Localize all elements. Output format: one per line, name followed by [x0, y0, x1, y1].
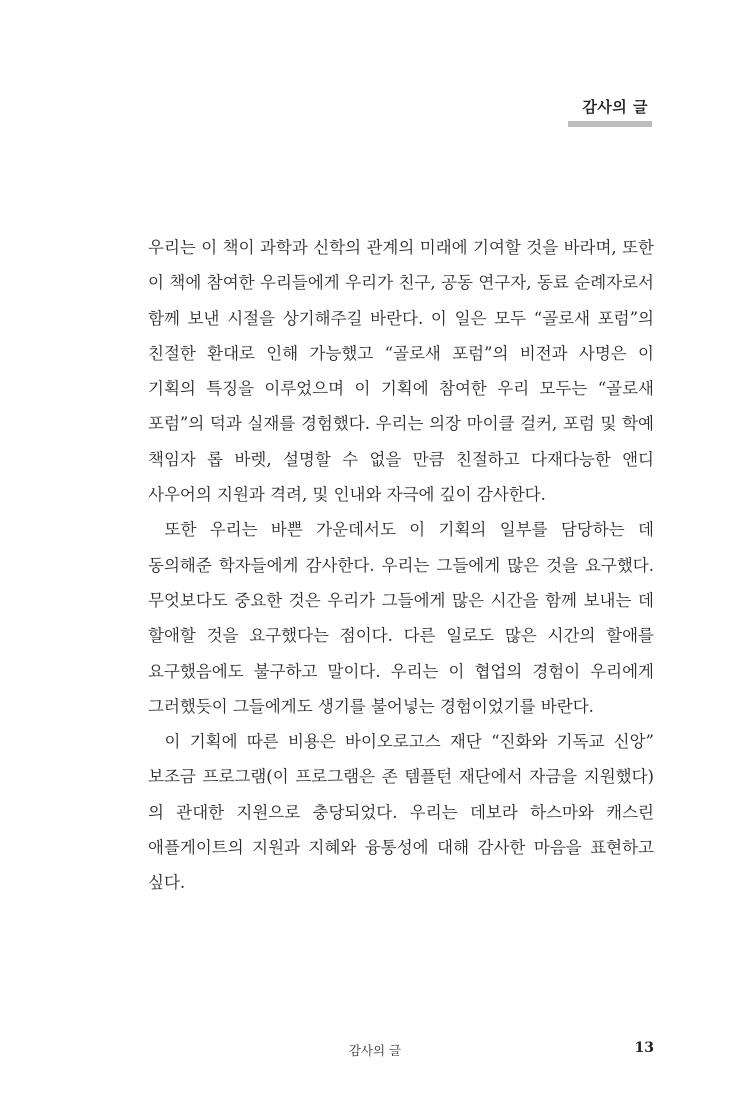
running-header-title: 감사의 글 [582, 98, 648, 116]
paragraph-1: 우리는 이 책이 과학과 신학의 관계의 미래에 기여할 것을 바라며, 또한 이 책에 참여한 우리들에게 우리가 친구, 공동 연구자, 동료 순례자로서 함께 보낸 시절을 상기해주길 바란다. 이 일은 모두 “골로새 포럼”의 친절한 환대로 인해 가능했고 “골로새 포럼”의 비전과 사명은 이 기획의 특징을 이루었으며 이 기획에 참여한 우리 모두는 “골로새 포럼”의 덕과 실재를 경험했다. 우리는 의장 마이클 걸커, 포럼 및 학예 책임자 롭 바렛, 설명할 수 없을 만큼 친절하고 다재다능한 앤디 사우어의 지원과 격려, 및 인내와 자극에 깊이 감사한다. [148, 238, 654, 505]
body-text [148, 230, 654, 901]
page-number: 13 [634, 1040, 654, 1056]
header-rule [568, 121, 652, 127]
paragraph-3: 이 기획에 따른 비용은 바이오로고스 재단 “진화와 기독교 신앙” 보조금 프로그램(이 프로그램은 존 템플턴 재단에서 자금을 지원했다)의 관대한 지원으로 충당되었다. 우리는 데보라 하스마와 캐스린 애플게이트의 지원과 지혜와 융통성에 대해 감사한 마음을 표현하고 싶다. [148, 732, 654, 893]
footer-section-title: 감사의 글 [348, 1043, 402, 1058]
paragraph-2: 또한 우리는 바쁜 가운데서도 이 기획의 일부를 담당하는 데 동의해준 학자들에게 감사한다. 우리는 그들에게 많은 것을 요구했다. 무엇보다도 중요한 것은 우리가 그들에게 많은 시간을 함께 보내는 데 할애할 것을 요구했다는 점이다. 다른 일로도 많은 시간의 할애를 요구했음에도 불구하고 말이다. 우리는 이 협업의 경험이 우리에게 그러했듯이 그들에게도 생기를 불어넣는 경험이었기를 바란다. [148, 520, 654, 716]
